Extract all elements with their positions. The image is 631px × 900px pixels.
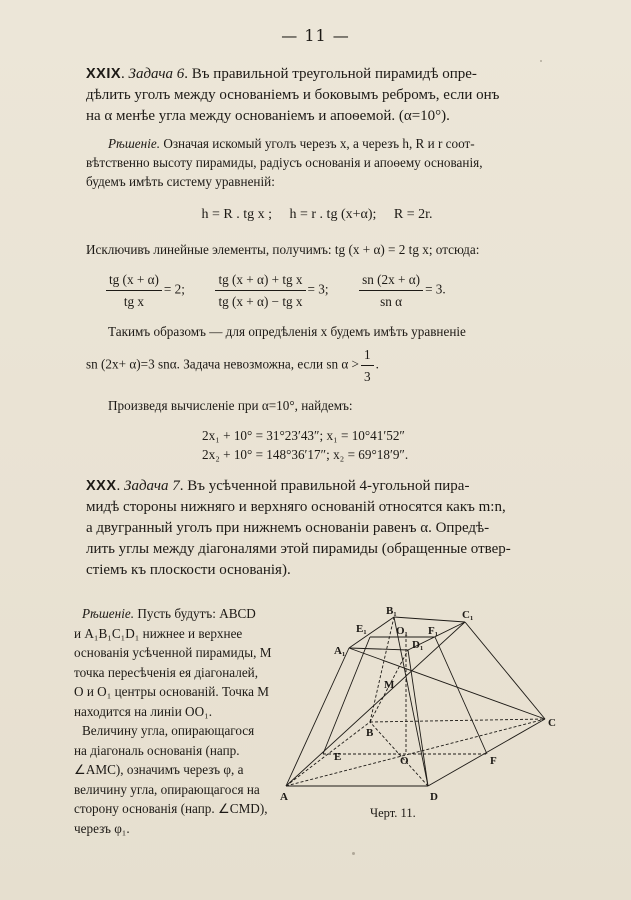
problem-30-text-5: стіемъ къ плоскости основанія). xyxy=(86,562,291,578)
edge-BC xyxy=(370,719,545,722)
paper-speck xyxy=(540,60,542,62)
frustum-figure xyxy=(282,604,554,808)
problem-30-text-1: Въ усѣченной правильной 4-угольной пира- xyxy=(187,478,470,494)
fraction-3: $\frac{sn (2x + \alpha)}{\text{sn α}}$ xyxy=(359,270,423,311)
compute-text: Произведя вычисленіе при α=10°, найдемъ: xyxy=(108,398,353,413)
thus-end: . xyxy=(375,356,379,372)
solution-30-line: точка пересѣченія ея діагоналей, xyxy=(74,664,259,680)
figure-caption: Черт. 11. xyxy=(370,806,416,820)
fraction-2: $\frac{\text{tg (x + α) + tg x}}{\text{tg (x + α) − tg x}}$ xyxy=(215,270,305,311)
edge-B1C1 xyxy=(394,617,465,622)
thus-text-1: Такимъ образомъ — для опредѣленія x будемъ имѣть уравненіе xyxy=(108,324,466,339)
problem-29-label: Задача 6 xyxy=(128,66,185,82)
thus-paragraph xyxy=(86,322,548,386)
solution-label: Рѣшеніе. xyxy=(108,136,161,151)
edge-AA1 xyxy=(286,648,349,786)
thus-fraction: $\frac{1}{3}$ xyxy=(361,345,374,386)
thus-text-2: sn (2x+ α)=3 snα. Задача невозможна, если sn α > xyxy=(86,356,359,372)
eliminate-text: Исключивъ линейные элементы, получимъ: tg (x + α) = 2 tg x; отсюда: xyxy=(86,242,480,257)
solution-30-line: на діагональ основанія (напр. xyxy=(74,742,240,758)
solution-30-line: находится на линіи OO₁. xyxy=(74,703,212,719)
solution-text-1: Означая искомый уголъ черезъ x, а черезъ h, R и r соот- xyxy=(163,136,475,151)
label-A: A xyxy=(280,791,288,803)
result-2: 2x₂ + 10° = 148°36′17″; x₂ = 69°18′9″. xyxy=(202,447,409,462)
fraction-row xyxy=(104,270,446,311)
solution-30-line: сторону основанія (напр. ∠CMD), xyxy=(74,801,268,816)
label-O: O xyxy=(400,755,409,767)
solution-30-line: и A₁B₁C₁D₁ нижнее и верхнее xyxy=(74,625,243,641)
problem-30-text-2: мидѣ стороны нижняго и верхняго основаній относятся какъ m:n, xyxy=(86,499,506,515)
problem-29-solution xyxy=(86,134,548,191)
fraction-1: $\frac{tg (x + \alpha)}{\text{tg x}}$ xyxy=(106,270,162,311)
diagonal-AC xyxy=(286,719,545,786)
problem-29-number: XXIX xyxy=(86,66,122,82)
label-F: F xyxy=(490,755,497,767)
label-E1: E₁ xyxy=(356,623,367,635)
fraction-2-rhs: = 3; xyxy=(307,281,329,297)
fraction-1-rhs: = 2; xyxy=(163,281,185,297)
label-B: B xyxy=(366,727,374,739)
result-1: 2x₁ + 10° = 31°23′43″; x₁ = 10°41′52″ xyxy=(202,428,405,443)
label-M: M xyxy=(384,679,395,691)
solution-30-line: O и O₁ центры основаній. Точка M xyxy=(74,684,269,699)
edge-A1D1 xyxy=(349,648,408,650)
problem-30-text-4: лить углы между діагоналями этой пирамиды (обращенные отвер- xyxy=(86,541,511,557)
label-C1: C₁ xyxy=(462,609,474,621)
solution-text-2: вѣтственно высоту пирамиды, радіусъ основанія и апоѳему основанія, xyxy=(86,155,483,170)
label-O1: O₁ xyxy=(396,625,408,637)
problem-30-number: XXX xyxy=(86,478,117,494)
problem-29-text-3: на α менѣе угла между основаніемъ и апоѳемой. (α=10°). xyxy=(86,108,450,124)
solution-30-line: основанія усѣченной пирамиды, M xyxy=(74,645,272,660)
solution-30-label: Рѣшеніе. xyxy=(82,606,135,621)
problem-30-statement: XXX. Задача 7. Въ усѣченной правильной 4-угольной пира- мидѣ стороны нижняго и верхняго основаній относятся какъ m:n, а двугранный уголъ при нижнемъ основаніи равенъ α. Опредѣ- лить углы между діагоналями этой пирамиды (обращенные отвер- стіемъ къ плоскости основанія). xyxy=(86,476,548,581)
label-B1: B₁ xyxy=(386,605,397,617)
problem-29-text-1: Въ правильной треугольной пирамидѣ опре- xyxy=(191,66,477,82)
problem-29-statement: XXIX. Задача 6. Въ правильной треугольной пирамидѣ опре- дѣлить уголъ между основаніемъ и боковымъ ребромъ, если онъ на α менѣе угла между основаніемъ и апоѳемой. (α=10°). xyxy=(86,64,548,127)
page-number: — 11 — xyxy=(281,26,350,45)
solution-30-line: ∠AMC), означимъ черезъ φ, а xyxy=(74,762,244,777)
problem-29-text-2: дѣлить уголъ между основаніемъ и боковымъ ребромъ, если онъ xyxy=(86,87,500,103)
label-A1: A₁ xyxy=(334,645,346,657)
paper-speck xyxy=(352,852,355,855)
solution-30-line: величину угла, опирающагося на xyxy=(74,781,260,797)
problem-30-solution xyxy=(74,604,284,838)
problem-30-label: Задача 7 xyxy=(124,478,180,494)
solution-30-line: Пусть будутъ: ABCD xyxy=(137,606,256,621)
problem-30-text-3: а двугранный уголъ при нижнемъ основаніи равенъ α. Опредѣ- xyxy=(86,520,490,536)
solution-30-line: черезъ φ₁. xyxy=(74,820,130,836)
solution-text-3: будемъ имѣть систему уравненій: xyxy=(86,174,275,189)
label-F1: F₁ xyxy=(428,625,439,637)
label-D: D xyxy=(430,791,438,803)
label-C: C xyxy=(548,717,556,729)
label-D1: D₁ xyxy=(412,639,424,651)
equation-system: h = R . tg x ; h = r . tg (x+α); R = 2r. xyxy=(201,207,433,222)
fraction-3-rhs: = 3. xyxy=(425,281,446,297)
solution-30-line: Величину угла, опирающагося xyxy=(82,723,255,738)
label-E: E xyxy=(334,751,342,763)
diagonal-AC1 xyxy=(286,622,465,786)
figure-labels xyxy=(280,605,556,803)
